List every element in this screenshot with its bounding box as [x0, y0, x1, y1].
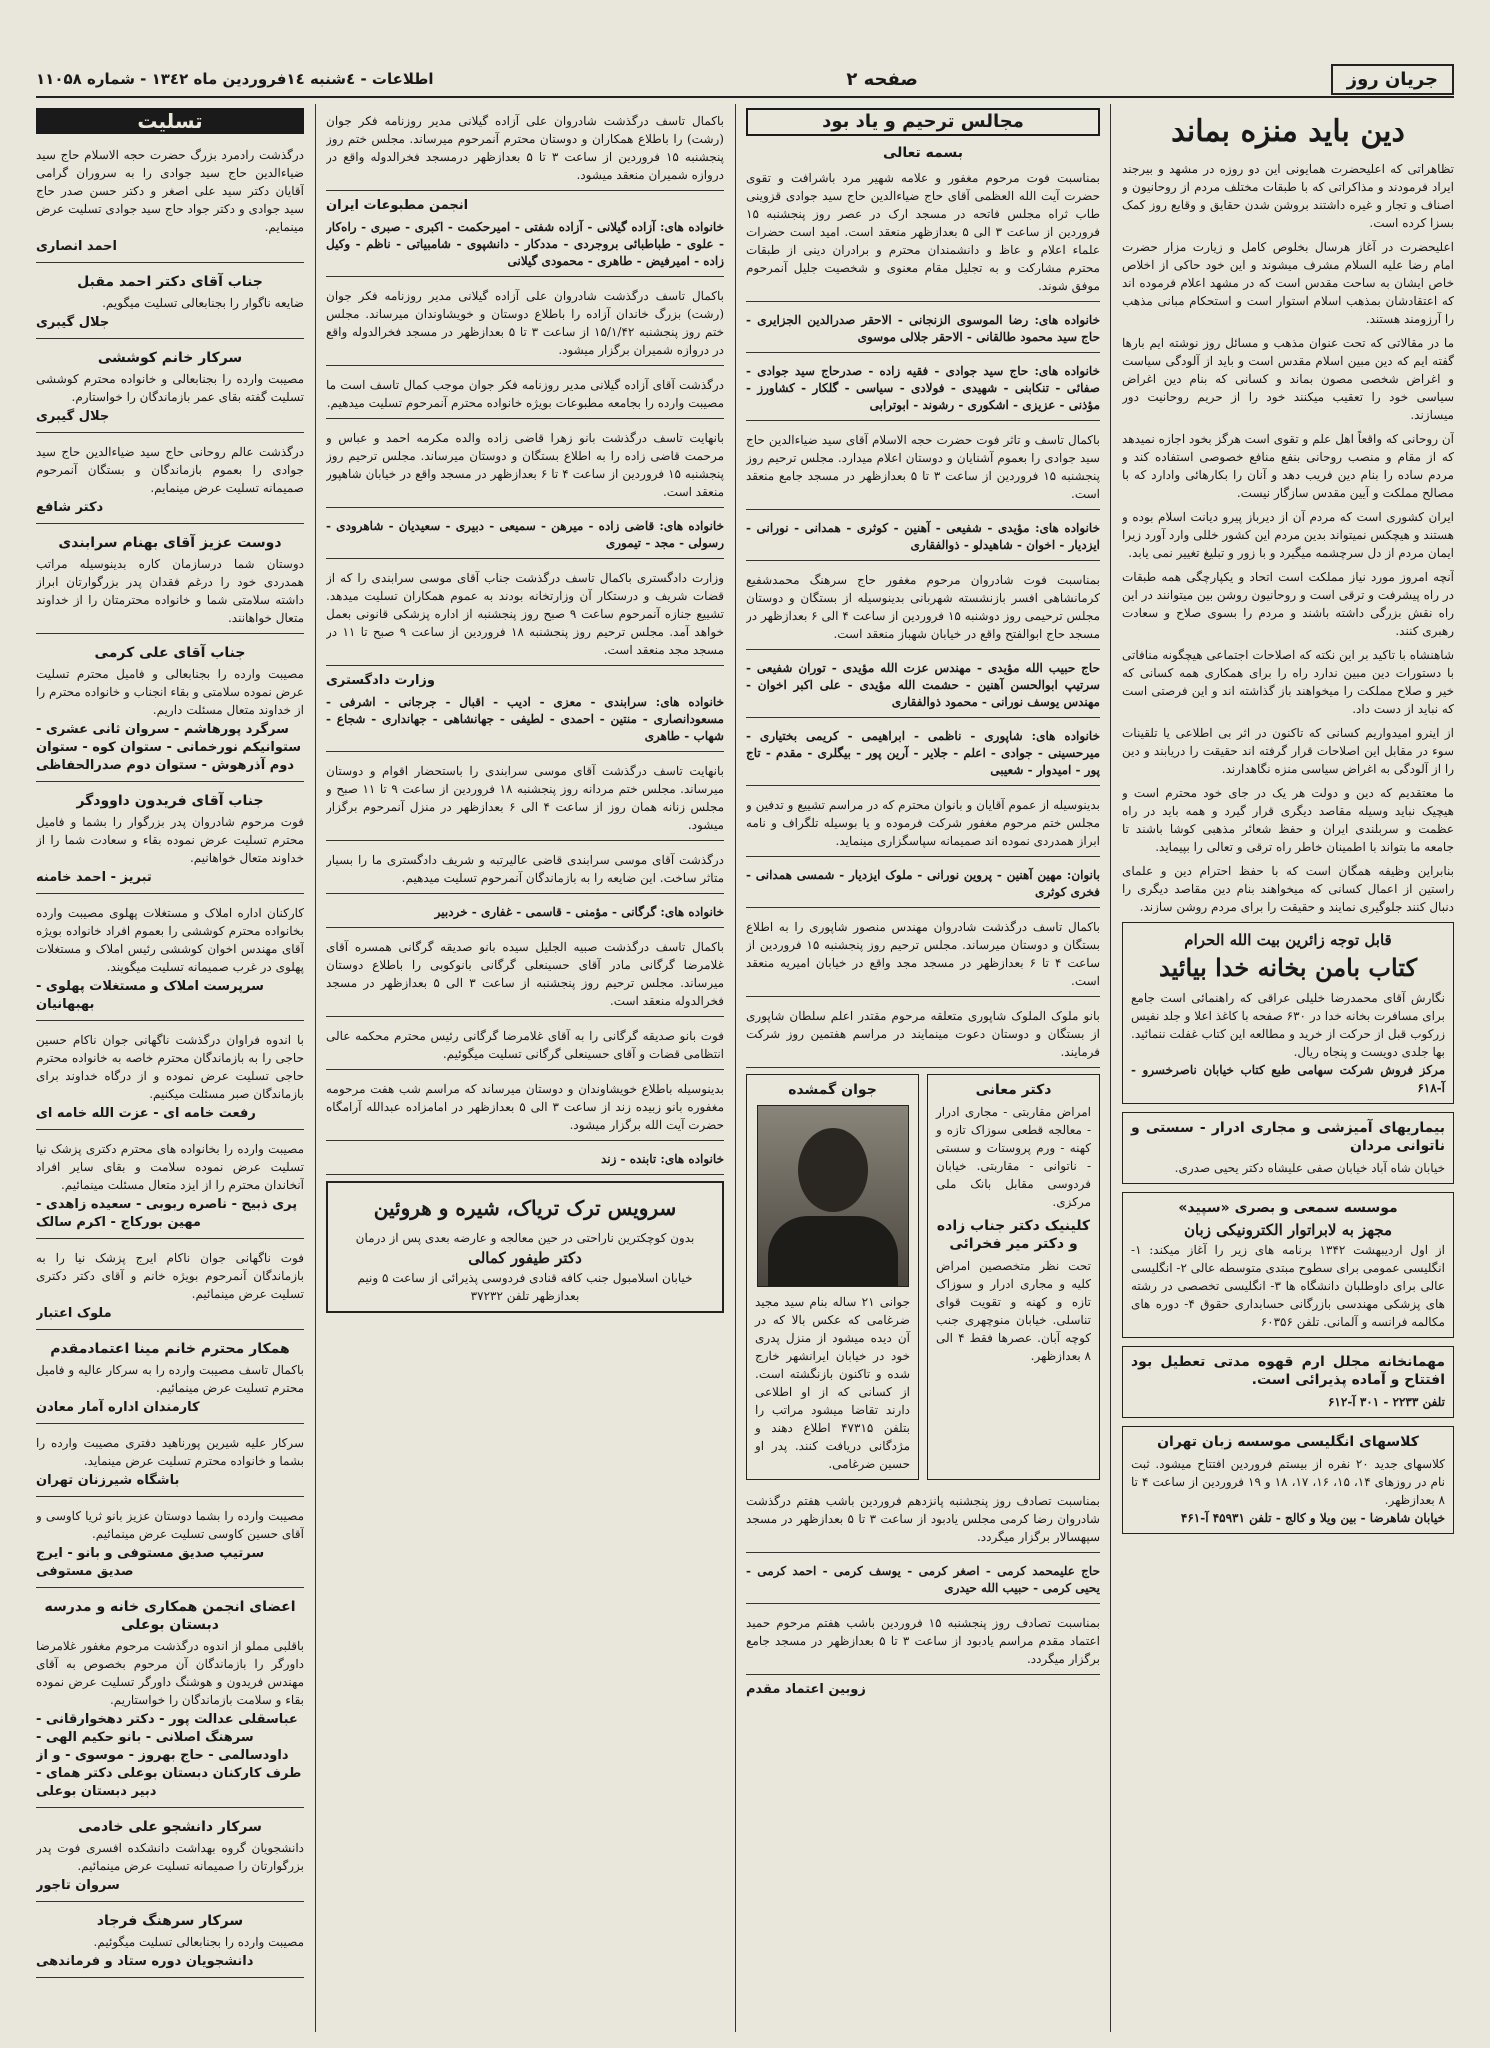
memorial-column-2 [326, 108, 724, 2032]
lower-ads [746, 1074, 1100, 1488]
family-list: خانواده های: گرگانی - مؤمنی - قاسمی - غفاری - خردبیر [326, 900, 724, 928]
ad-title: جوان گمشده [788, 1082, 877, 1098]
condolence-band: تسلیت [36, 108, 304, 134]
condolence-body: کارکنان اداره املاک و مستغلات پهلوی مصیبت وارده بخانواده محترم کوششی را بعموم افراد خانواده بویژه آقای مهندس اخوان کوششی رئیس املاک و مستغلات پهلوی در غرب صمیمانه تسلیت میگویند. [36, 906, 304, 974]
condolence-title: همکار محترم خانم مینا اعتمادمقدم [50, 1341, 290, 1357]
condolence-body: مصیبت وارده را بجنابعالی تسلیت میگوئیم. [93, 1935, 304, 1949]
condolence-item [36, 1430, 304, 1497]
condolence-body: فوت مرحوم شادروان پدر بزرگوار را بشما و فامیل محترم تسلیت عرض نموده بقاء و سعادت شما را از خداوند متعال خواهانیم. [36, 815, 304, 865]
memorial-notice: بدینوسیله باطلاع خویشاوندان و دوستان میرساند که مراسم شب هفت مرحومه مغفوره بانو زبیده زند از ساعت ۳ الی ۵ بعدازظهر در امامزاده عبدالله آرامگاه حضرت آیت الله برگزار میشود. [326, 1076, 724, 1141]
condolence-item [36, 269, 304, 339]
family-list: بانوان: مهین آهنین - پروین نورانی - ملوک ایزدیار - شمسی همدانی - فخری کوثری [746, 863, 1100, 908]
family-list: خانواده های: شاپوری - ناظمی - ابراهیمی - کریمی بختیاری - میرحسینی - جوادی - اعلم - جلایر - آرین پور - بیگلری - مقدم - تاج پور - امیدوار - شعیبی [746, 724, 1100, 786]
memorial-notice: وزارت دادگستری باکمال تاسف درگذشت جناب آقای موسی سرابندی را که از قضات شریف و درستکار آن وزارتخانه بودند به عموم همکاران تسلیت میدهد. تشییع جنازه آنمرحوم ساعت ۹ صبح روز پنجشنبه از اداره پزشکی قانونی بعمل خواهد آمد. مجلس ترحیم روز پنجشنبه ۱۸ فروردین از ساعت ۹ صبح تا ۱۱ در مسجد مجد منعقد است. [326, 565, 724, 666]
doctor-ad [927, 1074, 1100, 1480]
notice-sign: وزارت دادگستری [326, 673, 435, 688]
page-number: صفحه ۲ [846, 68, 918, 90]
clinic-ad [1122, 1112, 1454, 1184]
memorial-notice: باکمال تاسف درگذشت صبیه الجلیل سیده بانو صدیقه گرگانی همسره آقای غلامرضا گرگانی مادر آقای حسینعلی گرگانی بانوکوبی را باطلاع دوستان میرساند. مجلس ترحیم روز پنجشنبه از ساعت ۳ الی ۵ بعدازظهر در مسجد فخرالدوله منعقد است. [326, 934, 724, 1017]
condolence-column [36, 108, 304, 2032]
condolence-sign: ملوک اعتبار [36, 1306, 112, 1321]
ad-body: امراض مقاربتی - مجاری ادرار - معالجه قطعی سوزاک تازه و کهنه - ورم پروستات و سستی - ناتوانی - مقاربتی. خیابان فردوسی مقابل بانک ملی مرکزی. [936, 1105, 1091, 1209]
memorial-notice: فوت بانو صدیقه گرگانی را به آقای غلامرضا گرگانی رئیس محترم محکمه عالی انتظامی قضات و آقای حسینعلی گرگانی تسلیت میگوئیم. [326, 1023, 724, 1070]
condolence-sign: جلال گیبری [36, 315, 110, 330]
condolence-item [36, 439, 304, 524]
memorial-notice: باکمال تاسف درگذشت شادروان مهندس منصور شاپوری را به اطلاع بستگان و دوستان میرساند. مجلس ترحیم روز پنجشنبه ۱۵ فروردین از ساعت ۴ تا ۶ بعدازظهر در مسجد مجد واقع در خیابان امیریه منعقد است. [746, 914, 1100, 997]
ad-footer: مرکز فروش شرکت سهامی طبع کتاب خیابان ناصرخسرو - آ-۶۱۸ [1131, 1063, 1445, 1095]
memorial-notice: بمناسبت فوت مرحوم مغفور و علامه شهیر مرد باشرافت و تقوی حضرت آیت الله العظمی آقای حاج ضیاءالدین حاج سید جوادی قزوینی طاب ثراه مجلس فاتحه در مسجد ارک در عصر روز پنجشنبه ۱۵ فروردین از ساعت ۳ الی ۵ بعدازظهر منعقد است. امید است حضرات علماء اعلام و عاظ و دانشمندان محترم و برادران دینی از طبقات محترم مشارکت و به تجلیل مقام معنوی و شخصیت جلیل آنمرحوم موفق شوند. [746, 165, 1100, 302]
condolence-body: فوت ناگهانی جوان ناکام ایرج پزشک نیا را به بازماندگان آنمرحوم بویژه خانم و آقای دکتر دکتری تسلیت عرض مینمائیم. [36, 1251, 304, 1301]
condolence-body: سرکار علیه شیرین پورناهید دفتری مصیبت وارده را بشما و خانواده محترم تسلیت عرض مینماید. [36, 1436, 304, 1468]
ad-title: موسسه سمعی و بصری «سپید» [1178, 1200, 1398, 1216]
condolence-sign: سرگرد پورهاشم - سروان ثانی عشری - ستوانیکم نورخمانی - ستوان کوه - ستوان دوم آذرهوش - ستوان دوم صدرالحفاظی [36, 722, 302, 773]
condolence-sign: دانشجویان دوره ستاد و فرماندهی [36, 1954, 254, 1969]
page-header [36, 62, 1454, 98]
editorial-paragraph: ایران کشوری است که مردم آن از دیرباز پیرو دیانت اسلام بوده و هستند و هیچکس نمیتواند بدین مردم این کشور خللی وارد آورد زیرا ایمان مردم از دل سرچشمه میگیرد و با زور و تبلیغ تغییر نمی یابد. [1122, 510, 1454, 560]
editorial-paragraph: ما معتقدیم که دین و دولت هر یک در جای خود محترم است و هیچیک نباید وسیله مقاصد دیگری قرار گیرد و همه باید در راه عظمت و سربلندی ایران و حفظ شعائر مذهبی کوشا باشند تا جامعه ما بتواند با اطمینان خاطر راه ترقی و تعالی را بپیماید. [1122, 786, 1454, 854]
condolence-sign: جلال گیبری [36, 409, 110, 424]
condolence-item [36, 1027, 304, 1130]
memorial-notice: بمناسبت تصادف روز پنجشنبه ۱۵ فروردین باشب هفتم مرحوم حمید اعتماد مقدم مراسم یادبود از ساعت ۳ تا ۵ بعدازظهر در مسجد جامع برگزار میگردد. [746, 1610, 1100, 1675]
ad-footer: خیابان اسلامبول جنب کافه قنادی فردوسی پذیرائی از ساعت ۵ ونیم بعدازظهر تلفن ۳۷۲۳۲ [357, 1271, 693, 1303]
ad-title: بیماریهای آمیزشی و مجاری ادرار - سستی و ناتوانی مردان [1131, 1120, 1445, 1154]
condolence-body: دانشجویان گروه بهداشت دانشکده افسری فوت پدر بزرگوارتان را صمیمانه تسلیت عرض مینمائیم. [36, 1841, 304, 1873]
memorial-notice: بانو ملوک الملوک شاپوری متعلقه مرحوم مقتدر اعلم سلطان شاپوری از بستگان و دوستان دعوت مینمایند در مراسم هفتمین روز شرکت فرمایند. [746, 1003, 1100, 1068]
notice-sign: انجمن مطبوعات ایران [326, 198, 469, 213]
english-classes-ad [1122, 1426, 1454, 1534]
memorial-notice: بدینوسیله از عموم آقایان و بانوان محترم که در مراسم تشییع و تدفین و مجلس ختم مرحوم مغفور شرکت فرموده و یا بوسیله تلگراف و نامه ابراز همدردی نموده اند صمیمانه سپاسگزاری مینماید. [746, 792, 1100, 857]
column-rule [1110, 104, 1111, 2032]
family-list: خانواده های: سرابندی - معزی - ادیب - اقبال - جرجانی - اشرفی - مسعودانصاری - منتین - احمدی - لطیفی - جهانشاهی - جهانداری - شجاع - شهاب - طاهری [326, 690, 724, 752]
condolence-item [36, 142, 304, 263]
editorial-column [1122, 108, 1454, 2032]
condolence-sign: رفعت خامه ای - عزت الله خامه ای [36, 1106, 256, 1121]
memorial-notice: باکمال تاسف درگذشت شادروان علی آزاده گیلانی مدیر روزنامه فکر جوان (رشت) بزرگ خاندان آزاده را باطلاع دوستان و خویشاوندان میرساند. مجلس ختم روز پنجشنبه ۱۵/۱/۴۲ از ساعت ۳ تا ۵ بعدازظهر در مسجد فخرالدوله واقع در دروازه شمیران برگزار میشود. [326, 283, 724, 366]
condolence-sign: تبریز - احمد خامنه [36, 870, 152, 885]
condolence-body: دوستان شما درسازمان کاره بدینوسیله مراتب همدردی خود را درغم فقدان پدر بزرگوارتان ابراز داشته سلامتی شما و خانواده محترمتان را از خداوند متعال خواهانند. [36, 557, 304, 625]
condolence-title: جناب آقای فریدون داوودگر [76, 793, 264, 809]
ad-body: جوانی ۲۱ ساله بنام سید مجید ضرغامی که عکس بالا که در آن دیده میشود از منزل پدری خود در خیابان ایرانشهر خارج شده و تاکنون بازنگشته است. از کسانی که از او اطلاعی دارند تقاضا میشود مراتب را بتلفن ۴۷۳۱۵ اطلاع دهند و مژدگانی دریافت کنند. پدر او حسین ضرغامی. [755, 1295, 910, 1471]
memorial-notice: باکمال تاسف درگذشت شادروان علی آزاده گیلانی مدیر روزنامه فکر جوان (رشت) را باطلاع همکاران و دوستان محترم آنمرحوم میرساند. مجلس ختم روز پنجشنبه ۱۵ فروردین از ساعت ۳ تا ۵ بعدازظهر درمسجد فخرالدوله واقع در دروازه شمیران منعقد میشود. [326, 108, 724, 191]
issue-folio: اطلاعات - ٤شنبه ۱٤فروردین ماه ۱۳٤۲ - شماره ۱۱۰۵۸ [36, 70, 434, 88]
condolence-list [36, 142, 304, 1978]
condolence-item [36, 788, 304, 894]
condolence-item [36, 1503, 304, 1588]
condolence-title: سرکار دانشجو علی خادمی [78, 1819, 262, 1835]
condolence-item [36, 1245, 304, 1330]
condolence-title: جناب آقای علی کرمی [94, 645, 246, 661]
editorial-paragraph: شاهنشاه با تاکید بر این نکته که اصلاحات اجتماعی هیچگونه منافاتی با دستورات دین مبین ندارد راه را برای همکاری همه کسانی که خیر و صلاح مملکت را میخواهند باز گذاشته اند و این فرصتی است که نباید از دست داد. [1122, 648, 1454, 716]
family-list: خانواده های: مؤیدی - شفیعی - آهنین - کوثری - همدانی - نورانی - ایزدیار - اخوان - شاهیدلو - ذوالفقاری [746, 516, 1100, 561]
condolence-item [36, 640, 304, 782]
family-list: حاج حبیب الله مؤیدی - مهندس عزت الله مؤیدی - توران شفیعی - سرتیپ ابوالحسن آهنین - حشمت الله مؤیدی - علی اکبر اخوان - مهندس یوسف نورانی - محمود ذوالفقاری [746, 656, 1100, 718]
ad-kicker: قابل توجه زائرین بیت الله الحرام [1184, 931, 1392, 949]
editorial-paragraph: بنابراین وظیفه همگان است که با حفظ احترام دین و علمای راستین از اعمال کسانی که میخواهند بنام دین مقاصد دیگری را دنبال کنند جلوگیری نمایند و حقیقت را برای مردم روشن سازند. [1122, 864, 1454, 914]
condolence-title: سرکار سرهنگ فرجاد [96, 1913, 244, 1929]
condolence-title: اعضای انجمن همکاری خانه و مدرسه دبستان بوعلی [44, 1599, 296, 1633]
memorial-notice: بانهایت تاسف درگذشت بانو زهرا قاضی زاده والده مکرمه احمد و عباس و مرحمت قاضی زاده را به اطلاع بستگان و دوستان میرساند. مجلس ترحیم روز پنجشنبه ۱۵ فروردین از ساعت ۴ تا ۶ بعدازظهر در مسجد واقع در خیابان شاهپور منعقد است. [326, 425, 724, 508]
memorial-notice: بمناسبت تصادف روز پنجشنبه پانزدهم فروردین باشب هفتم درگذشت شادروان رضا کرمی مجلس یادبود از ساعت ۳ تا ۵ بعدازظهر در مسجد سپهسالار برگزار میگردد. [746, 1488, 1100, 1553]
condolence-sign: پری ذبیح - ناصره ربوبی - سعیده زاهدی - مهین بورکاج - اکرم سالک [36, 1197, 298, 1230]
editorial-paragraph: ما در مقالاتی که تحت عنوان مذهب و مسائل روز نوشته ایم بارها گفته ایم که دین مبین اسلام مقدس است و باید از آلودگی سیاست و اغراض شخصی مصون بماند و کسانی که بنام دین اغراض سیاسی خود را تعقیب میکنند خود را از حریم روحانیت دور میسازند. [1122, 336, 1454, 422]
condolence-sign: سرپرست املاک و مستغلات پهلوی - بهبهانیان [36, 979, 264, 1012]
memorial-notice: بانهایت تاسف درگذشت آقای موسی سرابندی را باستحضار اقوام و دوستان میرساند. مجلس ختم مردانه روز پنجشنبه ۱۸ فروردین از ساعت ۹ تا ۱۱ صبح و مجلس زنانه همان روز از ساعت ۴ الی ۶ بعدازظهر در منزل آنمرحوم برگزار میشود. [326, 758, 724, 841]
family-list: خانواده های: رضا الموسوی الزنجانی - الاحقر صدرالدین الجزایری - حاج سید محمود طالقانی - الاحقر جلالی موسوی [746, 308, 1100, 353]
family-list: خانواده های: تابنده - زند [326, 1147, 724, 1175]
condolence-body: ضایعه ناگوار را بجنابعالی تسلیت میگویم. [102, 296, 304, 310]
section-label: جریان روز [1331, 64, 1454, 95]
condolence-sign: کارمندان اداره آمار معادن [36, 1400, 200, 1415]
ad-doctor: دکتر طیفور کمالی [468, 1249, 582, 1267]
condolence-title: دوست عزیز آقای بهنام سرابندی [58, 535, 282, 551]
ad-subtitle: مجهز به لابراتوار الکترونیکی زبان [1183, 1221, 1393, 1239]
condolence-body: با اندوه فراوان درگذشت ناگهانی جوان ناکام حسین حاجی را به بازماندگان محترم خاصه به خانواده محترم حاجی تسلیت عرض نموده و از درگاه خداوند برای بازماندگان صبر مسئلت میکنیم. [36, 1033, 304, 1101]
missing-person-photo [757, 1105, 909, 1287]
ad-body: خیابان شاه آباد خیابان صفی علیشاه دکتر یحیی صدری. [1174, 1161, 1445, 1175]
condolence-sign: سرتیپ صدیق مستوفی و بانو - ایرج صدیق مستوفی [36, 1546, 265, 1579]
ad-footer: خیابان شاهرضا - بین ویلا و کالج - تلفن ۴۵۹۳۱ آ-۴۶۱ [1180, 1511, 1445, 1525]
condolence-body: درگذشت عالم روحانی حاج سید ضیاءالدین حاج سید جوادی را بعموم بازماندگان و بستگان آنمرحوم صمیمانه تسلیت عرض مینمایم. [36, 445, 304, 495]
memorial-notice: درگذشت آقای آزاده گیلانی مدیر روزنامه فکر جوان موجب کمال تاسف است ما مصیبت وارده را بجامعه مطبوعات بویژه خانواده محترم آنمرحوم تسلیت میدهیم. [326, 372, 724, 419]
condolence-item [36, 1136, 304, 1239]
hotel-ad [1122, 1346, 1454, 1418]
condolence-item [36, 1336, 304, 1424]
condolence-item [36, 345, 304, 433]
condolence-item [36, 530, 304, 634]
memorial-notice: درگذشت آقای موسی سرابندی قاضی عالیرتبه و شریف دادگستری ما را بسیار متاثر ساخت. این ضایعه را به بازماندگان آنمرحوم تسلیت میدهیم. [326, 847, 724, 894]
addiction-service-ad [326, 1181, 724, 1313]
family-list: خانواده های: حاج سید جوادی - فقیه زاده - صدرحاج سید جوادی - صفائی - تنکابنی - شهیدی - فولادی - سیاسی - گلکار - کشاورز - مؤذنی - عزیزی - اشکوری - رشوند - ابوترابی [746, 359, 1100, 421]
ad-title: سرویس ترک تریاک، شیره و هروئین [373, 1196, 677, 1220]
clinic-title: کلینیک دکتر جناب زاده و دکتر میر فخرائی [936, 1218, 1091, 1252]
editorial-paragraph: تظاهراتی که اعلیحضرت همایونی این دو روزه در مشهد و بیرجند ایراد فرمودند و مذاکراتی که با طبقات مختلف مردم از روحانیون و اصناف و تجار و غیره داشتند بروشن شدن حقایق و وقایع روز کمک بسزا کرده است. [1122, 162, 1454, 230]
editorial-paragraph: آنچه امروز مورد نیاز مملکت است اتحاد و یکپارچگی همه طبقات در راه پیشرفت و ترقی است و روحانیون روشن بین میتوانند در این راه نقش بزرگی داشته باشند و مردم را بسوی صلاح و سعادت رهبری کنند. [1122, 570, 1454, 638]
notice-sign: زوبین اعتماد مقدم [746, 1682, 866, 1697]
condolence-title: سرکار خانم کوششی [97, 350, 243, 366]
memorial-band: مجالس ترحیم و یاد بود [746, 108, 1100, 136]
editorial-paragraph: از اینرو امیدواریم کسانی که تاکنون در اثر بی اطلاعی یا تلقینات سوء در مقابل این اصلاحات قرار گرفته اند حقیقت را دریابند و دین را از آلودگی به اغراض سیاسی منزه نگاهدارند. [1122, 726, 1454, 776]
condolence-body: مصیبت وارده را بخانواده های محترم دکتری پزشک نیا تسلیت عرض نموده سلامت و بقای سایر افراد آنخاندان محترم را از ایزد متعال مسئلت مینمائیم. [36, 1142, 304, 1192]
condolence-sign: دکتر شافع [36, 500, 104, 515]
condolence-body: باقلبی مملو از اندوه درگذشت مرحوم مغفور غلامرضا داورگر را بازماندگان آن مرحوم بخصوص به آقای مهندس فریدون و هوشنگ داورگر تسلیت عرض نموده بقاء و سلامت بازماندگان را خواستاریم. [36, 1639, 304, 1707]
ad-title: کتاب بامن بخانه خدا بیائید [1159, 953, 1417, 982]
notice-heading: بسمه تعالی [882, 145, 964, 161]
condolence-body: مصیبت وارده را بجنابعالی و خانواده محترم کوششی تسلیت گفته بقای عمر بازماندگان را خواستارم. [36, 372, 304, 404]
condolence-item [36, 1594, 304, 1808]
condolence-item [36, 1908, 304, 1978]
condolence-sign: احمد انصاری [36, 239, 118, 254]
condolence-body: مصیبت وارده را بشما دوستان عزیز بانو ثریا کاوسی و آقای حسین کاوسی تسلیت عرض مینمائیم. [36, 1509, 304, 1541]
family-list: خانواده های: آزاده گیلانی - آزاده شفتی - امیرحکمت - اکبری - صبری - راه‌کار - علوی - طباطبائی بروجردی - مددکار - دانشپوی - شامبیاتی - ناظم - وکیل زاده - امیرفیض - طاهری - محمودی گیلانی [326, 215, 724, 277]
condolence-item [36, 900, 304, 1021]
ad-body: از اول اردیبهشت ۱۳۴۲ برنامه های زیر را آغاز میکند: ۱- انگلیسی عمومی برای سطوح مبتدی متوسطه عالی ۲- انگلیسی عالی برای داوطلبان دانشگاه ها ۳- انگلیسی تخصصی در رشته های پزشکی مهندسی بازرگانی حسابداری حقوق ۴- دوره های مکالمه فرانسه و آلمانی. تلفن ۶۰۳۵۶ [1131, 1243, 1446, 1329]
ad-title: مهمانخانه مجلل ارم قهوه مدتی تعطیل بود افتتاح و آماده پذیرائی است. [1131, 1354, 1445, 1388]
column-rule [735, 104, 736, 2032]
family-list: خانواده های: قاضی زاده - میرهن - سمیعی - دبیری - سعیدیان - شاهرودی - رسولی - مجد - تیموری [326, 514, 724, 559]
editorial-title: دین باید منزه بماند [1171, 114, 1405, 149]
clinic-body: تحت نظر متخصصین امراض کلیه و مجاری ادرار و سوزاک تازه و کهنه و تقویت قوای تناسلی. خیابان منوچهری جنب کوچه آبان. عصرها فقط ۴ الی ۸ بعدازظهر. [936, 1259, 1091, 1363]
editorial-paragraph: اعلیحضرت در آغاز هرسال بخلوص کامل و زیارت مزار حضرت امام رضا علیه السلام مشرف میشوند و این خود حاکی از اخلاص خاص ایشان به ساحت مقدس است که در مشهد اعلام فرموده اند که اعتقادشان بمذهب اسلام استوار است و استحکام مبانی مذهب را آرزومند هستند. [1122, 240, 1454, 326]
memorial-notice: باکمال تاسف و تاثر فوت حضرت حجه الاسلام آقای سید ضیاءالدین حاج سید جوادی را بعموم آشنایان و دوستان اعلام میدارد. مجلس ترحیم روز پنجشنبه ۱۵ فروردین از ساعت ۳ تا ۵ بعدازظهر در مسجد جامع منعقد است. [746, 427, 1100, 510]
condolence-body: درگذشت رادمرد بزرگ حضرت حجه الاسلام حاج سید ضیاءالدین حاج سید جوادی را به سروران گرامی آقایان دکتر سید علی اصغر و دکتر حسن صدر حاج سید جوادی و دکتر جواد حاج سید جوادی تسلیت عرض مینمایم. [36, 148, 304, 234]
condolence-item [36, 1814, 304, 1902]
condolence-sign: سروان تاجور [36, 1878, 120, 1893]
missing-person-ad [746, 1074, 919, 1480]
hajj-book-ad [1122, 922, 1454, 1104]
editorial-paragraph: آن روحانی که واقعاً اهل علم و تقوی است هرگز بخود اجازه نمیدهد که از مقام و منصب روحانی بنفع منافع خصوصی استفاده کند و مردم ساده را بنام دین فریب دهد و آنان را بکارهائی وادارد که با مصالح مملکت و آیین مقدس سازگار نیست. [1122, 432, 1454, 500]
ad-phone: تلفن ۲۲۳۳ - ۳۰۱ آ-۶۱۲ [1327, 1395, 1445, 1409]
condolence-title: جناب آقای دکتر احمد مقبل [77, 274, 263, 290]
family-list: حاج علیمحمد کرمی - اصغر کرمی - یوسف کرمی - احمد کرمی - یحیی کرمی - حبیب الله حیدری [746, 1559, 1100, 1604]
ad-title: کلاسهای انگلیسی موسسه زبان تهران [1157, 1434, 1419, 1450]
condolence-sign: باشگاه شیرزنان تهران [36, 1473, 180, 1488]
ad-body: نگارش آقای محمدرضا خلیلی عراقی که راهنمائی است جامع برای مسافرت بخانه خدا در ۶۳۰ صفحه با کاغذ اعلا و جلد نفیس زرکوب قبل از حرکت از خرید و مطالعه این کتاب غفلت ننمائید. بها جلدی دویست و پنجاه ریال. [1131, 991, 1445, 1059]
ad-body: کلاسهای جدید ۲۰ نفره از بیستم فروردین افتتاح میشود. ثبت نام در روزهای ۱۴، ۱۵، ۱۶، ۱۷، ۱۸ و ۱۹ فروردین از ساعت ۴ تا ۸ بعدازظهر. [1131, 1457, 1445, 1507]
column-rule [315, 104, 316, 2032]
language-lab-ad [1122, 1192, 1454, 1338]
memorial-notice: بمناسبت فوت شادروان مرحوم مغفور حاج سرهنگ محمدشفیع کرمانشاهی افسر بازنشسته شهربانی بدینوسیله از بستگان و دوستان مجلس ترحیمی روز دوشنبه ۱۵ فروردین از ساعت ۴ الی ۶ بعدازظهر در مسجد حاج ابوالفتح واقع در خیابان شهباز منعقد است. [746, 567, 1100, 650]
ad-title: دکتر معانی [975, 1082, 1052, 1098]
memorial-column [746, 108, 1100, 2032]
condolence-body: باکمال تاسف مصیبت وارده را به سرکار عالیه و فامیل محترم تسلیت عرض مینمائیم. [36, 1363, 304, 1395]
condolence-body: مصیبت وارده را بجنابعالی و فامیل محترم تسلیت عرض نموده سلامتی و بقاء انجناب و خانواده محترم را از خداوند متعال مسئلت داریم. [36, 667, 304, 717]
condolence-sign: عباسقلی عدالت پور - دکتر دهخوارقانی - سرهنگ اصلانی - بانو حکیم الهی - داودسالمی - حاج بهروز - موسوی - و از طرف کارکنان دبستان بوعلی دکتر همای - دبیر دبستان بوعلی [36, 1712, 302, 1799]
ad-body: بدون کوچکترین ناراحتی در حین معالجه و عارضه بعدی پس از درمان [355, 1231, 695, 1245]
